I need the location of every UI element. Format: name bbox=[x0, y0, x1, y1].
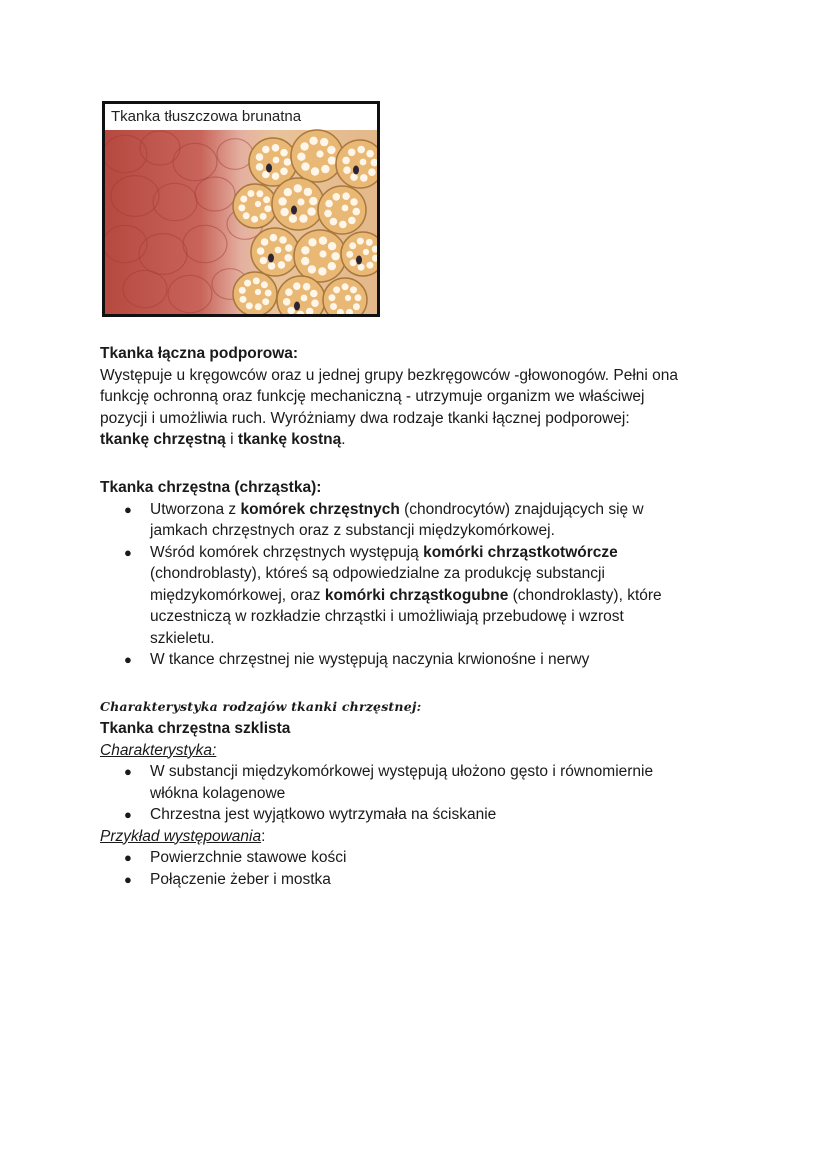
lipid-droplet bbox=[311, 167, 319, 175]
lipid-droplet bbox=[350, 173, 358, 181]
text-fragment: Połączenie żeber i mostka bbox=[150, 870, 331, 888]
lipid-droplet bbox=[333, 193, 341, 201]
text-fragment: Chrzestna jest wyjątkowo wytrzymała na ściskanie bbox=[150, 806, 497, 823]
lipid-droplet bbox=[357, 238, 364, 245]
lipid-droplet bbox=[331, 252, 339, 260]
cell-nucleus bbox=[291, 206, 297, 215]
lipid-droplet bbox=[285, 288, 293, 296]
section-hyaline-cartilage bbox=[100, 699, 740, 890]
lipid-droplet bbox=[255, 303, 262, 310]
text-fragment: Przykład występowania bbox=[100, 827, 262, 845]
lipid-droplet bbox=[324, 210, 332, 218]
lipid-droplet bbox=[353, 303, 360, 310]
list-item bbox=[100, 499, 740, 542]
lipid-droplet bbox=[260, 257, 268, 265]
lipid-droplet bbox=[239, 287, 246, 294]
paragraph-line: pozycji i umożliwia ruch. Wyróżniamy dwa rodzaje tkanki łącznej podporowej: bbox=[100, 409, 630, 427]
lipid-droplet bbox=[284, 158, 292, 166]
lipid-droplet bbox=[301, 162, 309, 170]
lipid-droplet bbox=[366, 239, 373, 246]
lipid-droplet bbox=[319, 237, 327, 245]
paragraph-line: Występuje u kręgowców oraz u jednej grupy bezkręgowców -głowonogów. Pełni ona bbox=[100, 366, 678, 384]
bold-term: tkankę chrzęstną bbox=[100, 431, 226, 448]
bullet-icon: ● bbox=[124, 501, 132, 517]
lipid-droplet bbox=[360, 174, 368, 182]
lipid-droplet bbox=[328, 262, 336, 270]
lipid-droplet bbox=[273, 157, 280, 164]
lipid-droplet bbox=[301, 295, 308, 302]
lipid-droplet bbox=[328, 156, 336, 164]
text-fragment: W substancji międzykomórkowej występują ułożono gęsto i równomiernie bbox=[150, 763, 654, 780]
lipid-droplet bbox=[311, 299, 319, 307]
lipid-droplet bbox=[303, 283, 311, 291]
list-item bbox=[100, 804, 740, 826]
lipid-droplet bbox=[353, 208, 361, 216]
lipid-droplet bbox=[319, 250, 326, 257]
lipid-droplet bbox=[262, 146, 270, 154]
text-fragment: włókna kolagenowe bbox=[150, 784, 286, 802]
lipid-droplet bbox=[246, 302, 253, 309]
lipid-droplet bbox=[265, 290, 272, 297]
lipid-droplet bbox=[308, 265, 316, 273]
lipid-droplet bbox=[357, 146, 365, 154]
lipid-droplet bbox=[261, 281, 268, 288]
text-fragment: Wśród komórek chrzęstnych występują bbox=[150, 543, 424, 561]
lipid-droplet bbox=[270, 234, 278, 242]
bullet-icon: ● bbox=[124, 850, 132, 865]
lipid-droplet bbox=[280, 149, 288, 157]
list-item bbox=[100, 869, 740, 891]
bullet-icon: ● bbox=[124, 807, 132, 822]
lipid-droplet bbox=[342, 192, 350, 200]
brown-adipose-tissue-illustration bbox=[105, 104, 377, 314]
text-fragment: międzykomórkowej, oraz bbox=[150, 586, 325, 604]
lipid-droplet bbox=[349, 242, 356, 249]
lipid-droplet bbox=[366, 150, 374, 158]
lipid-droplet bbox=[342, 157, 350, 165]
text-fragment: (chondroklasty), które bbox=[508, 586, 662, 604]
bullet-icon: ● bbox=[124, 764, 132, 779]
bullet-icon: ● bbox=[124, 544, 132, 560]
subheading-examples bbox=[100, 826, 740, 848]
lipid-droplet bbox=[280, 208, 288, 216]
bold-term: komórki chrząstkotwórcze bbox=[423, 543, 618, 561]
list-item bbox=[100, 649, 740, 671]
lipid-droplet bbox=[285, 244, 293, 252]
lipid-droplet bbox=[253, 277, 260, 284]
lipid-droplet bbox=[299, 214, 307, 222]
lipid-droplet bbox=[255, 201, 261, 207]
lipid-droplet bbox=[348, 217, 356, 225]
tissue-image-frame bbox=[102, 101, 380, 317]
handwritten-note: Charakterystyka rodzajów tkanki chrzęstnej: bbox=[100, 699, 422, 714]
bullet-list bbox=[100, 499, 740, 671]
lipid-droplet bbox=[301, 257, 309, 265]
lipid-droplet bbox=[240, 296, 247, 303]
text-fragment: : bbox=[261, 827, 266, 845]
cell-nucleus bbox=[268, 254, 274, 263]
lipid-droplet bbox=[275, 247, 282, 254]
lipid-droplet bbox=[342, 283, 349, 290]
lipid-droplet bbox=[297, 198, 304, 205]
lipid-droplet bbox=[256, 163, 264, 171]
cell-nucleus bbox=[294, 302, 300, 311]
lipid-droplet bbox=[363, 249, 369, 255]
bullet-icon: ● bbox=[124, 871, 132, 887]
lipid-droplet bbox=[330, 218, 338, 226]
lipid-droplet bbox=[263, 196, 270, 203]
lipid-droplet bbox=[339, 221, 347, 229]
lipid-droplet bbox=[355, 294, 362, 301]
lipid-droplet bbox=[350, 286, 357, 293]
lipid-droplet bbox=[257, 247, 265, 255]
lipid-droplet bbox=[279, 236, 287, 244]
lipid-droplet bbox=[309, 197, 317, 205]
lipid-droplet bbox=[366, 262, 373, 269]
lipid-droplet bbox=[309, 137, 317, 145]
text-fragment: W tkance chrzęstnej nie występują naczynia krwionośne i nerwy bbox=[150, 651, 590, 668]
lipid-droplet bbox=[297, 153, 305, 161]
text-fragment: (chondroblasty), któreś są odpowiedzialne za produkcję substancji bbox=[150, 565, 605, 582]
lipid-droplet bbox=[278, 197, 286, 205]
lipid-droplet bbox=[284, 254, 292, 262]
lipid-droplet bbox=[318, 267, 326, 275]
lipid-droplet bbox=[240, 196, 247, 203]
lipid-droplet bbox=[368, 168, 376, 176]
bullet-list bbox=[100, 847, 740, 890]
lipid-droplet bbox=[247, 190, 254, 197]
lipid-droplet bbox=[307, 207, 315, 215]
lipid-droplet bbox=[284, 188, 292, 196]
lipid-droplet bbox=[333, 286, 340, 293]
paragraph-line bbox=[100, 429, 740, 451]
section-supporting-tissue bbox=[100, 343, 740, 451]
cell-nucleus bbox=[266, 164, 272, 173]
lipid-droplet bbox=[321, 165, 329, 173]
bold-term: komórki chrząstkogubne bbox=[324, 586, 509, 604]
text-fragment: jamkach chrzęstnych oraz z substancji międzykomórkowej. bbox=[150, 522, 555, 539]
lipid-droplet bbox=[261, 238, 269, 246]
lipid-droplet bbox=[358, 264, 365, 271]
bold-term: komórek chrzęstnych bbox=[240, 500, 400, 518]
lipid-droplet bbox=[289, 215, 297, 223]
section-cartilage bbox=[100, 477, 740, 671]
lipid-droplet bbox=[325, 200, 333, 208]
lipid-droplet bbox=[272, 172, 280, 180]
lipid-droplet bbox=[260, 213, 267, 220]
lipid-droplet bbox=[350, 198, 358, 206]
lipid-droplet bbox=[348, 149, 356, 157]
lipid-droplet bbox=[342, 205, 349, 212]
lipid-droplet bbox=[256, 190, 263, 197]
section-heading: Tkanka chrzęstna szklista bbox=[100, 720, 291, 737]
lipid-droplet bbox=[346, 251, 353, 258]
paragraph-line: funkcję ochronną oraz funkcję mechaniczną - utrzymuje organizm we właściwej bbox=[100, 388, 645, 405]
lipid-droplet bbox=[293, 282, 301, 290]
lipid-droplet bbox=[300, 142, 308, 150]
lipid-droplet bbox=[238, 204, 245, 211]
cell-nucleus bbox=[353, 166, 359, 175]
lipid-droplet bbox=[287, 307, 295, 314]
lipid-droplet bbox=[294, 184, 302, 192]
bullet-list bbox=[100, 761, 740, 826]
lipid-droplet bbox=[350, 259, 357, 266]
text-fragment: . bbox=[341, 431, 346, 448]
lipid-droplet bbox=[264, 205, 271, 212]
lipid-droplet bbox=[329, 294, 336, 301]
section-heading: Tkanka chrzęstna (chrząstka): bbox=[100, 479, 322, 496]
text-fragment: i bbox=[225, 431, 238, 448]
lipid-droplet bbox=[272, 144, 280, 152]
lipid-droplet bbox=[244, 280, 251, 287]
lipid-droplet bbox=[255, 289, 261, 295]
subheading-characteristics: Charakterystyka: bbox=[100, 741, 217, 759]
lipid-droplet bbox=[328, 242, 336, 250]
figure-caption: Tkanka tłuszczowa brunatna bbox=[111, 108, 302, 125]
lipid-droplet bbox=[310, 290, 318, 298]
cell-nucleus bbox=[356, 256, 362, 265]
bullet-icon: ● bbox=[124, 652, 132, 667]
lipid-droplet bbox=[268, 262, 276, 270]
lipid-droplet bbox=[308, 238, 316, 246]
lipid-droplet bbox=[320, 138, 328, 146]
lipid-droplet bbox=[243, 212, 250, 219]
lipid-droplet bbox=[345, 295, 351, 301]
lipid-droplet bbox=[256, 153, 264, 161]
lipid-droplet bbox=[301, 246, 309, 254]
list-item bbox=[100, 847, 740, 869]
text-fragment: szkieletu. bbox=[150, 629, 215, 647]
lipid-droplet bbox=[251, 216, 258, 223]
text-fragment: Utworzona z bbox=[150, 500, 241, 518]
section-heading: Tkanka łączna podporowa: bbox=[100, 345, 299, 362]
list-item bbox=[100, 761, 740, 804]
text-fragment: Powierzchnie stawowe kości bbox=[150, 849, 347, 866]
lipid-droplet bbox=[330, 303, 337, 310]
lipid-droplet bbox=[280, 168, 288, 176]
lipid-droplet bbox=[327, 146, 335, 154]
lipid-droplet bbox=[316, 150, 323, 157]
text-fragment: uczestniczą w rozkładzie chrząstki i umożliwiają przebudowę i wzrost bbox=[150, 608, 624, 625]
lipid-droplet bbox=[360, 159, 367, 166]
lipid-droplet bbox=[262, 298, 269, 305]
text-fragment: (chondrocytów) znajdujących się w bbox=[399, 500, 644, 518]
lipid-droplet bbox=[343, 166, 351, 174]
lipid-droplet bbox=[304, 188, 312, 196]
lipid-droplet bbox=[283, 298, 291, 306]
list-item bbox=[100, 542, 740, 650]
lipid-droplet bbox=[278, 261, 286, 269]
bold-term: tkankę kostną bbox=[237, 431, 342, 448]
